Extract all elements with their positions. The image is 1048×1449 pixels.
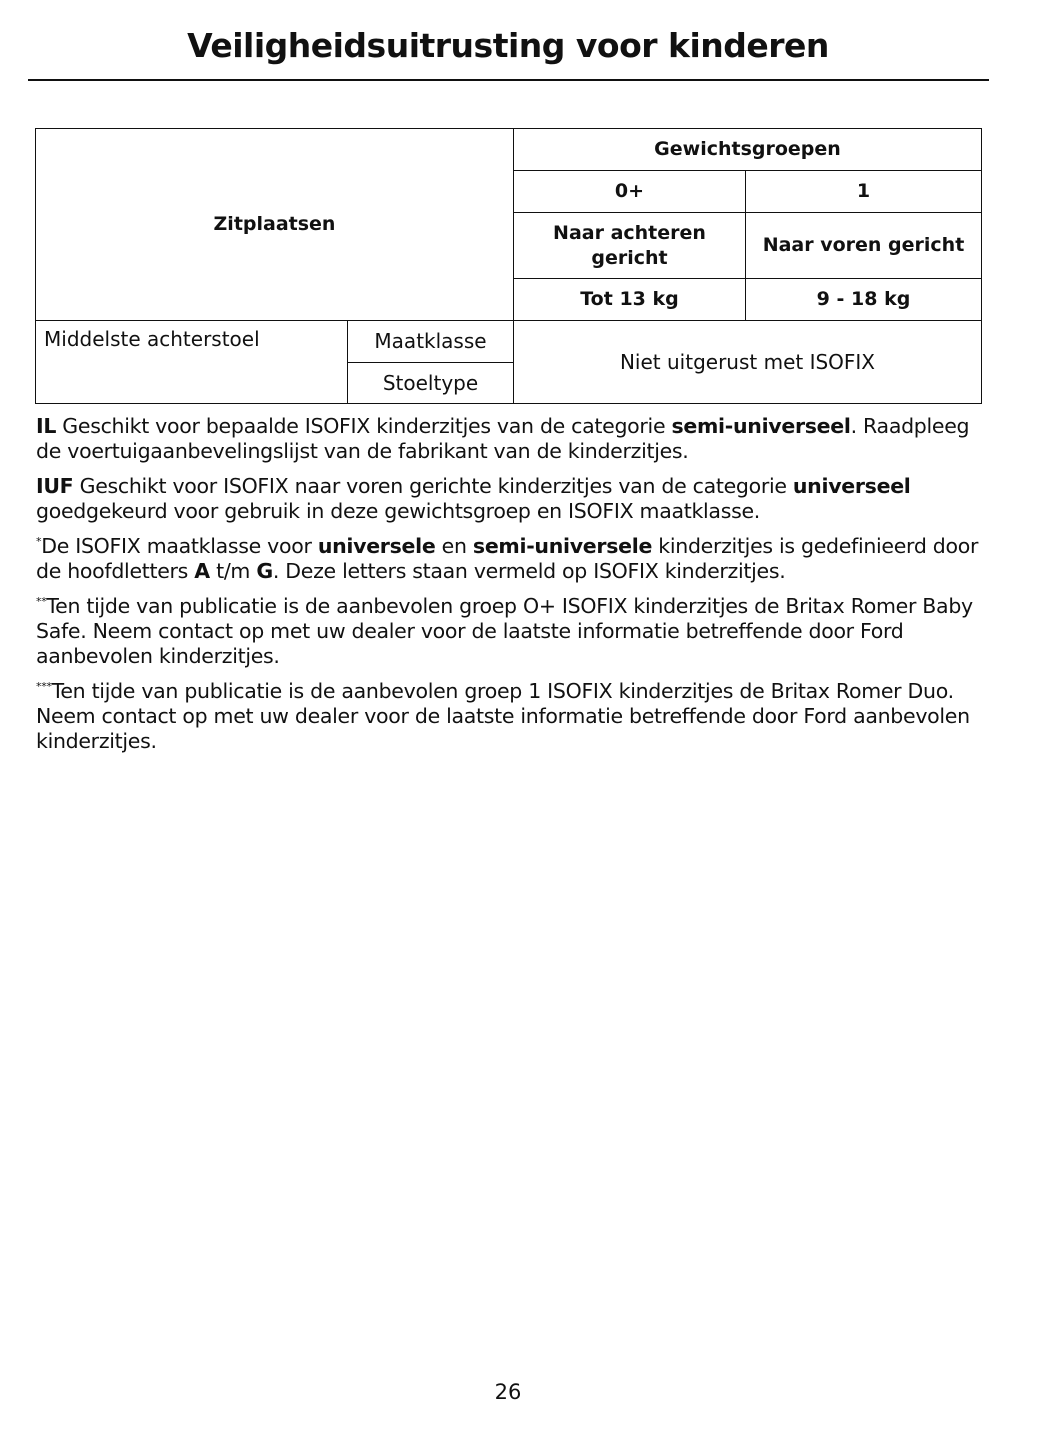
footnote-mark: ** <box>36 595 47 608</box>
header-weight-0plus: Tot 13 kg <box>514 279 746 321</box>
note-il-term: semi-universeel <box>671 414 851 438</box>
row-seat-label: Middelste achterstoel <box>36 321 348 404</box>
title-divider <box>28 79 989 81</box>
notes-section <box>36 414 986 764</box>
header-group-0plus: 0+ <box>514 171 746 213</box>
row-sublabel-seat-type: Stoeltype <box>348 363 514 404</box>
note-star1-bold-universal: universele <box>317 534 436 558</box>
note-iuf-text-end: goedgekeurd voor gebruik in deze gewichtsgroep en ISOFIX maatklasse. <box>36 499 760 523</box>
note-il-code: IL <box>36 414 57 438</box>
header-group-1: 1 <box>746 171 982 213</box>
note-star1-text: De ISOFIX maatklasse voor <box>41 534 318 558</box>
header-weight-groups: Gewichtsgroepen <box>514 129 982 171</box>
note-iuf-term: universeel <box>792 474 911 498</box>
header-weight-1: 9 - 18 kg <box>746 279 982 321</box>
note-il <box>36 414 986 464</box>
note-star1-bold-semi-universal: semi-universele <box>472 534 653 558</box>
note-star1-bold-g: G <box>256 559 273 583</box>
note-iuf-code: IUF <box>36 474 74 498</box>
page-title: Veiligheidsuitrusting voor kinderen <box>187 26 829 65</box>
note-star2-text: Ten tijde van publicatie is de aanbevolen groep O+ ISOFIX kinderzitjes de Britax Romer Baby Safe. Neem contact op met uw dealer voor de laatste informatie betreffende door Ford aanbevolen kinderzitjes. <box>36 594 973 668</box>
note-star3-text: Ten tijde van publicatie is de aanbevolen groep 1 ISOFIX kinderzitjes de Britax Romer Duo. Neem contact op met uw dealer voor de laatste informatie betreffende door Ford aanbevolen kinderzitjes. <box>36 679 970 753</box>
note-star1-text: en <box>435 534 473 558</box>
note-star1-text: kinderzitjes is gedefinieerd door de hoofdletters <box>36 534 979 583</box>
note-star1-text: . Deze letters staan vermeld op ISOFIX kinderzitjes. <box>272 559 786 583</box>
note-star2 <box>36 594 986 669</box>
note-iuf <box>36 474 986 524</box>
note-star1-text: t/m <box>209 559 257 583</box>
note-il-text-end: . Raadpleeg de voertuigaanbevelingslijst van de fabrikant van de kinderzitjes. <box>36 414 970 463</box>
note-star1 <box>36 534 986 584</box>
note-iuf-text: Geschikt voor ISOFIX naar voren gerichte kinderzitjes van de categorie <box>73 474 793 498</box>
footnote-mark: * <box>36 535 42 548</box>
note-star3 <box>36 679 986 754</box>
header-direction-rear: Naar achteren gericht <box>514 213 746 279</box>
note-il-text: Geschikt voor bepaalde ISOFIX kinderzitjes van de categorie <box>56 414 672 438</box>
header-seats: Zitplaatsen <box>36 129 514 321</box>
header-direction-front: Naar voren gericht <box>746 213 982 279</box>
page-number: 26 <box>494 1380 522 1404</box>
footnote-mark: *** <box>36 680 52 693</box>
row-sublabel-size-class: Maatklasse <box>348 321 514 363</box>
row-value: Niet uitgerust met ISOFIX <box>514 321 982 404</box>
note-star1-bold-a: A <box>194 559 210 583</box>
isofix-table <box>35 128 982 404</box>
